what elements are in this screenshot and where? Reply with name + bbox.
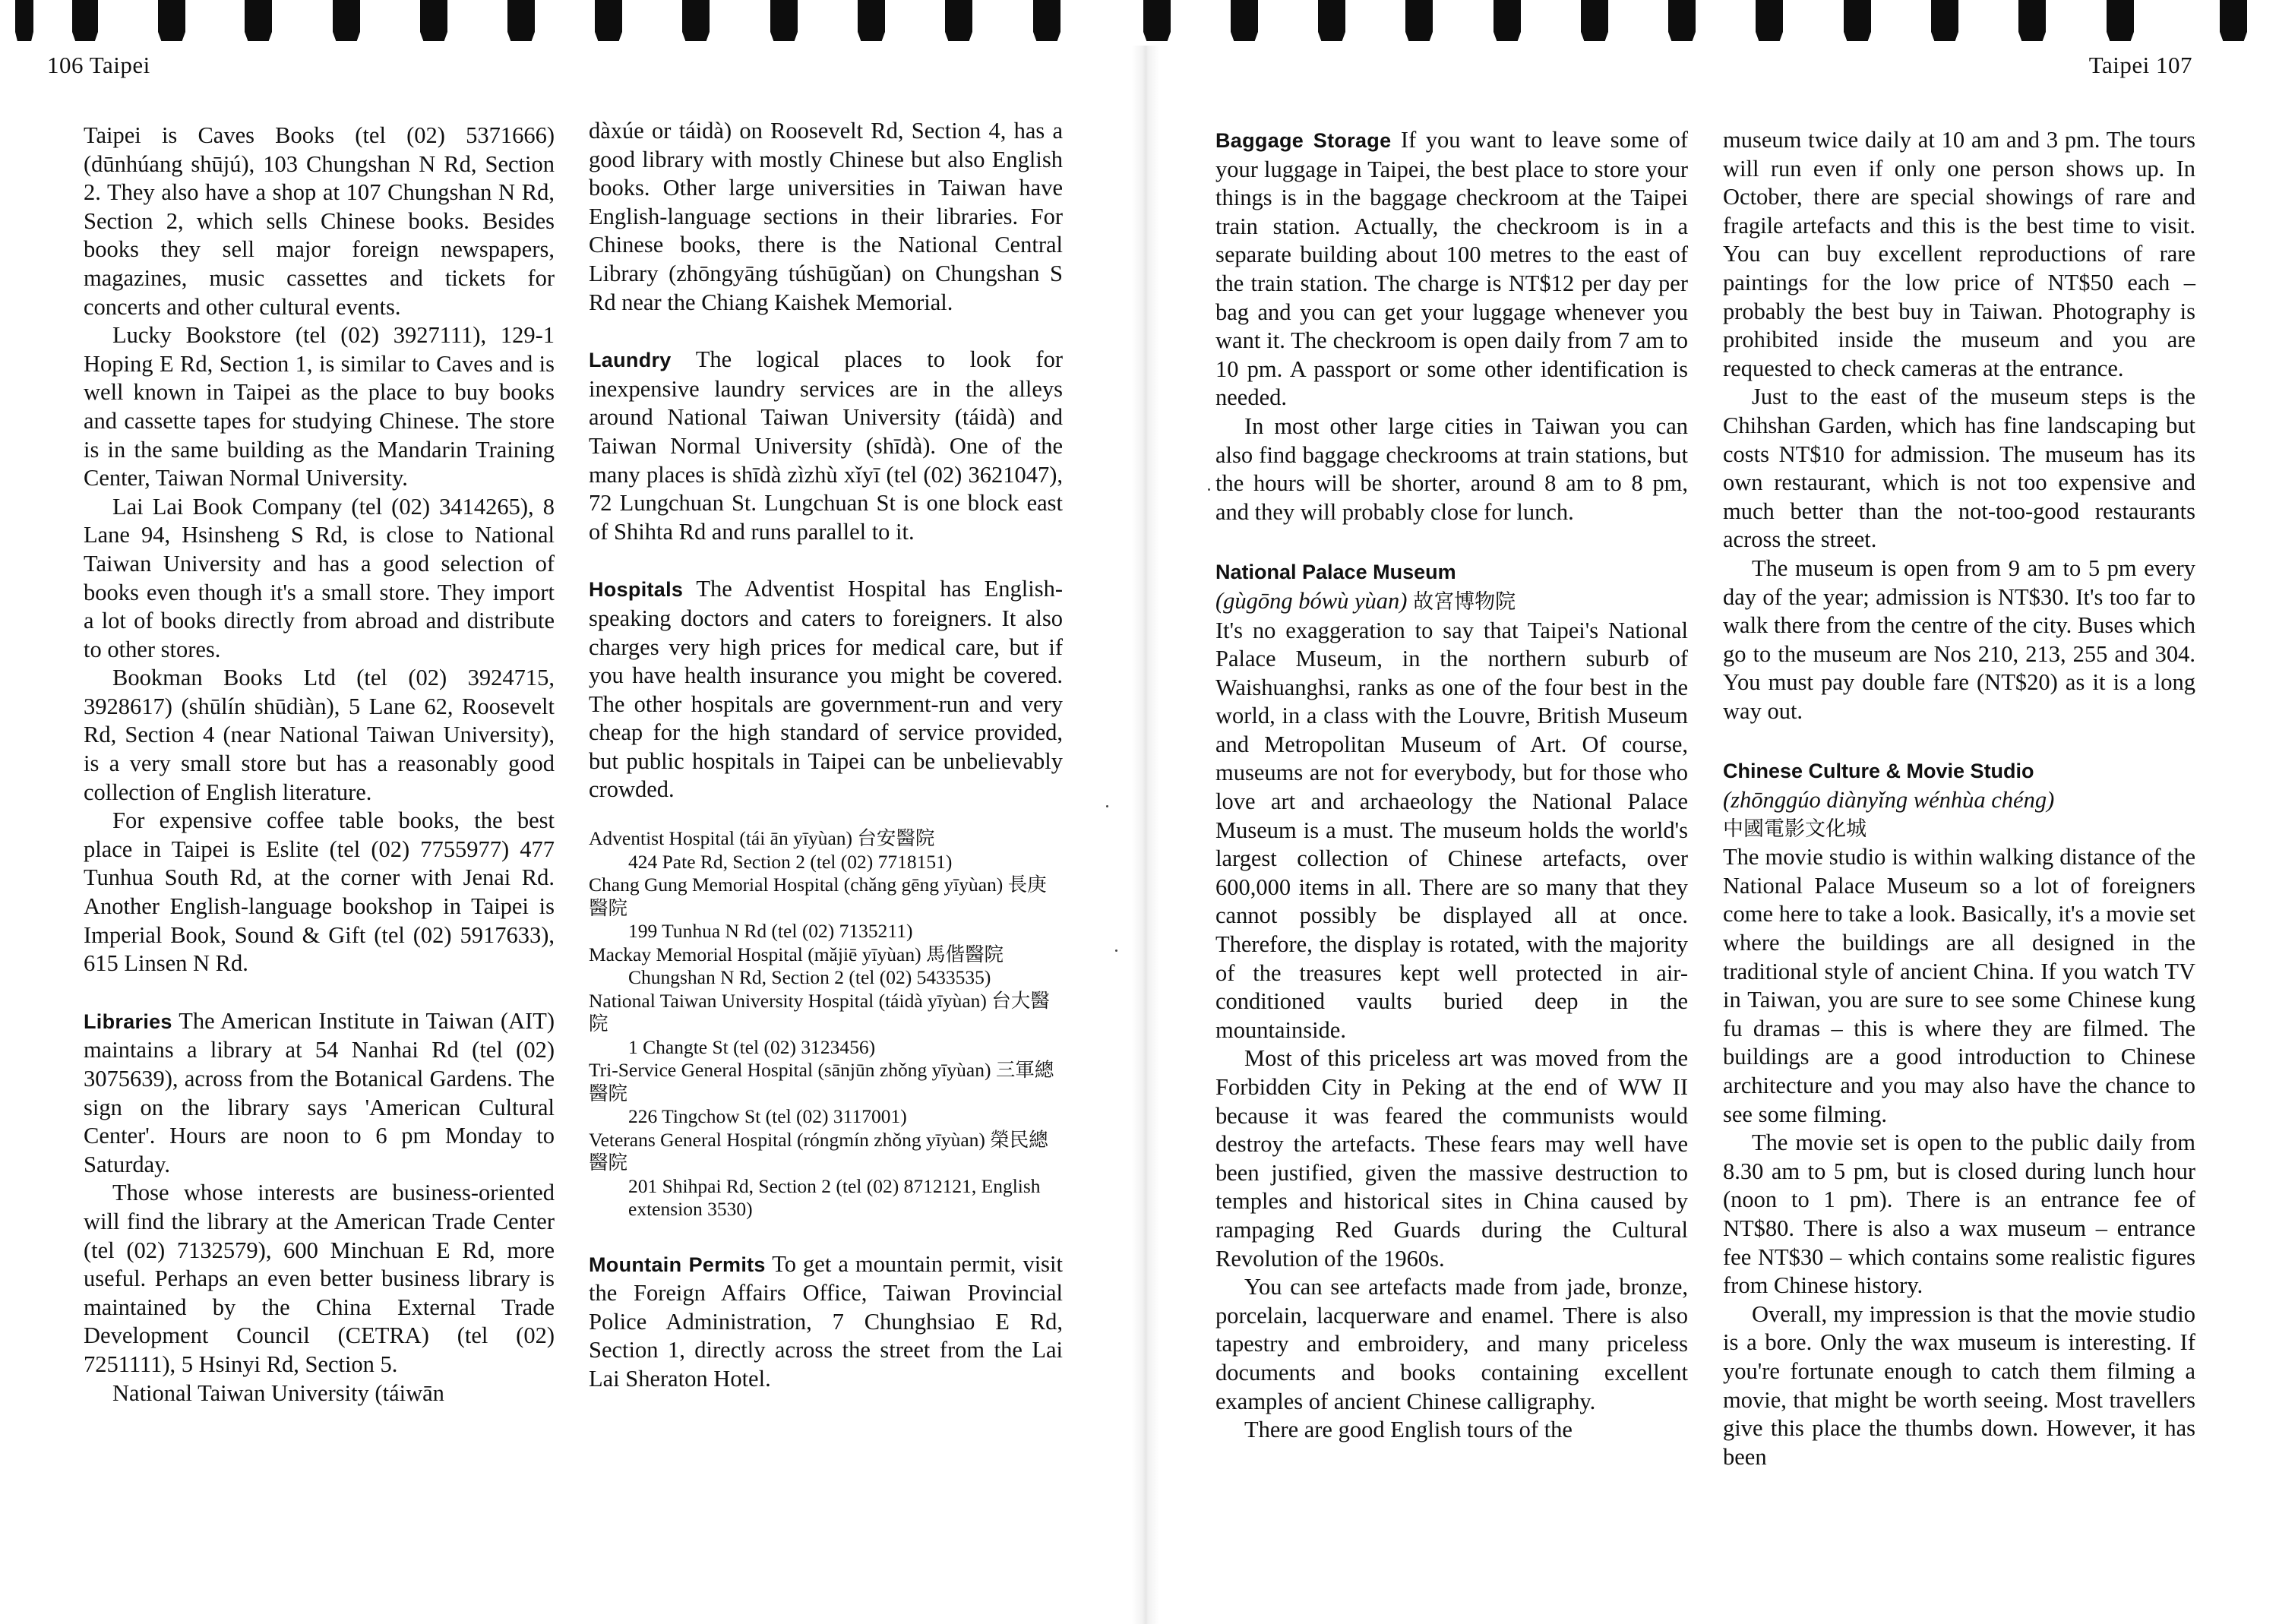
- museum-name-line: [1215, 587, 1688, 617]
- baggage-storage-text: If you want to leave some of your luggage in Taipei, the best place to store your things is in the baggage checkroom at the Taipei train station. Actually, the checkroom is in a separate building about 100 metres to the east of the train station. The charge is NT$12 per day per bag and you can get your luggage whenever you want it. The checkroom is open daily from 7 am to 10 pm. A passport or some other identification is needed.: [1215, 127, 1688, 411]
- binding-hole: [1931, 0, 1958, 32]
- binding-hole: [1231, 0, 1258, 32]
- left-page-column-2: [589, 117, 1063, 1394]
- hospital-entry: [589, 874, 1063, 943]
- binding-hole: [2018, 0, 2046, 32]
- libraries-heading: Libraries: [84, 1009, 172, 1033]
- movie-studio-hours-paragraph: The movie set is open to the public daily from 8.30 am to 5 pm, but is closed during lunch hour (noon to 1 pm). There is an entrance fee of NT$80. There is also a wax museum – entrance fee NT$30 – which contains some realistic figures from Chinese history.: [1723, 1130, 2195, 1299]
- binding-hole: [2220, 0, 2247, 32]
- hospitals-section: [589, 575, 1063, 804]
- bookman-books-paragraph: Bookman Books Ltd (tel (02) 3924715, 3928617) (shūlín shūdiàn), 5 Lane 62, Roosevelt Rd, Section 4 (near National Taiwan University), is a very small store but has a reasonably good collection of English literature.: [84, 665, 555, 805]
- chihshan-garden-paragraph: Just to the east of the museum steps is the Chihshan Garden, which has fine landscaping but costs NT$10 for admission. The museum has its own restaurant, which is not too expensive and much better than the not-too-good restaurants across the street.: [1723, 384, 2195, 553]
- hospital-name: Adventist Hospital (tái ān yīyùan) 台安醫院: [589, 827, 935, 850]
- museum-pinyin: (gùgōng bówù yùan): [1215, 587, 1408, 614]
- right-page-column-2: [1723, 126, 2195, 1471]
- baggage-storage-section: [1215, 126, 1688, 412]
- libraries-section: [84, 1007, 555, 1180]
- lai-lai-book-paragraph: Lai Lai Book Company (tel (02) 3414265), 8 Lane 94, Hsinsheng S Rd, is close to National Taiwan University and has a good selection of books even though it's a small store. They import a lot of books directly from abroad and distribute to other stores.: [84, 493, 555, 662]
- binding-hole: [1405, 0, 1433, 32]
- museum-hours-paragraph: The museum is open from 9 am to 5 pm every day of the year; admission is NT$30. It's too far to walk there from the centre of the city. Buses which go to the museum are Nos 210, 213, 255 and 304. You must pay double fare (NT$20) as it is a long way out.: [1723, 554, 2195, 724]
- hospital-address: 201 Shihpai Rd, Section 2 (tel (02) 8712121, English extension 3530): [628, 1174, 1041, 1221]
- hospital-name: Mackay Memorial Hospital (mǎjiē yīyùan) 馬偕醫院: [589, 943, 1004, 965]
- movie-studio-opinion-paragraph: Overall, my impression is that the movie studio is a bore. Only the wax museum is interesting. If you're fortunate enough to catch them filming a movie, that might be worth seeing. Most travellers give this place the thumbs down. However, it has been: [1723, 1300, 2195, 1470]
- mountain-permits-text: To get a mountain permit, visit the Foreign Affairs Office, Taiwan Provincial Police Administration, 7 Chunghsiao E Rd, Section 1, directly across the street from the Lai Lai Sheraton Hotel.: [589, 1250, 1064, 1392]
- scan-speck: [1115, 949, 1117, 952]
- baggage-other-cities-paragraph: In most other large cities in Taiwan you can also find baggage checkrooms at train stations, but the hours will be shorter, around 8 am to 8 pm, and they will probably close for lunch.: [1215, 412, 1688, 525]
- hospital-list: [589, 827, 1063, 1221]
- baggage-storage-heading: Baggage Storage: [1215, 129, 1392, 152]
- binding-hole: [682, 0, 710, 32]
- hospital-entry: [589, 943, 1063, 990]
- laundry-heading: Laundry: [589, 349, 672, 372]
- hospital-name: Chang Gung Memorial Hospital (chǎng gēng yīyùan) 長庚醫院: [589, 874, 1047, 919]
- movie-studio-heading: Chinese Culture & Movie Studio: [1723, 760, 2034, 783]
- binding-hole: [1581, 0, 1608, 32]
- binding-hole: [770, 0, 798, 32]
- right-page-column-1: [1215, 126, 1688, 1445]
- hospital-address: 1 Changte St (tel (02) 3123456): [628, 1035, 876, 1058]
- binding-hole: [1668, 0, 1696, 32]
- left-page-header: 106 Taipei: [47, 52, 150, 78]
- hospital-entry: [589, 827, 1063, 874]
- laundry-section: [589, 346, 1063, 546]
- binding-hole: [945, 0, 972, 32]
- binding-hole: [507, 0, 535, 32]
- laundry-text: The logical places to look for inexpensive laundry services are in the alleys around National Taiwan University (táidà) and Taiwan Normal University (shīdà). One of the many places is shīdà zìzhù xǐyī (tel (02) 3621047), 72 Lungchuan St. Lungchuan St is one block east of Shihta Rd and runs parallel to it.: [589, 346, 1064, 545]
- binding-hole: [1033, 0, 1060, 32]
- binding-hole: [1756, 0, 1783, 32]
- hospital-address: Chungshan N Rd, Section 2 (tel (02) 5433535): [628, 966, 991, 989]
- hospital-name: Tri-Service General Hospital (sānjūn zhǒng yīyùan) 三軍總醫院: [589, 1059, 1054, 1104]
- business-library-paragraph: Those whose interests are business-oriented will find the library at the American Trade Center (tel (02) 7132579), 600 Minchuan E Rd, more useful. Perhaps an even better business library is maintained by the China External Trade Development Council (CETRA) (tel (02) 7251111), 5 Hsinyi Rd, Section 5.: [84, 1180, 555, 1377]
- museum-tours-paragraph: museum twice daily at 10 am and 3 pm. The tours will run even if only one person shows up. In October, there are special showings of rare and fragile artefacts and this is the best time to visit. You can buy excellent reproductions of rare paintings for the low price of NT$50 each – probably the best buy in Taiwan. Photography is prohibited inside the museum and you are requested to check cameras at the entrance.: [1723, 127, 2195, 381]
- eslite-paragraph: For expensive coffee table books, the best place in Taipei is Eslite (tel (02) 7755977) 477 Tunhua South Rd, at the corner with Jenai Rd. Another English-language bookshop in Taipei is Imperial Book, Sound & Gift (tel (02) 5917633), 615 Linsen N Rd.: [84, 807, 555, 977]
- binding-hole: [1318, 0, 1345, 32]
- ntu-paragraph-start: National Taiwan University (táiwān: [112, 1379, 444, 1406]
- hospital-name: National Taiwan University Hospital (táidà yīyùan) 台大醫院: [589, 989, 1050, 1035]
- museum-chinese: 故宮博物院: [1413, 589, 1516, 614]
- binding-hole: [158, 0, 185, 32]
- mountain-permits-section: [589, 1250, 1063, 1394]
- hospital-entry: [589, 990, 1063, 1060]
- libraries-text: The American Institute in Taiwan (AIT) maintains a library at 54 Nanhai Rd (tel (02) 3075639), across from the Botanical Gardens. The sign on the library says 'American Cultural Center'. Hours are noon to 6 pm Monday to Saturday.: [84, 1007, 555, 1177]
- hospital-entry: [589, 1059, 1063, 1129]
- hospital-address: 226 Tingchow St (tel (02) 3117001): [628, 1105, 907, 1128]
- hospitals-heading: Hospitals: [589, 578, 684, 602]
- museum-artefacts-paragraph: You can see artefacts made from jade, bronze, porcelain, lacquerware and enamel. There is also tapestry and embroidery, and many priceless documents and books containing excellent examples of ancient Chinese calligraphy.: [1215, 1274, 1688, 1414]
- binding-hole: [595, 0, 622, 32]
- binding-hole: [1844, 0, 1871, 32]
- movie-studio-chinese: 中國電影文化城: [1723, 817, 1867, 841]
- movie-studio-pinyin: (zhōnggúo diànyǐng wénhùa chéng): [1723, 787, 2055, 814]
- binding-hole: [1143, 0, 1171, 32]
- spiral-binding-holes: [0, 0, 2279, 47]
- movie-studio-intro-paragraph: The movie studio is within walking distance of the National Palace Museum so a lot of foreigners come here to take a look. Basically, it's a movie set where the buildings are all designed in the traditional style of ancient China. If you watch TV in Taiwan, you are sure to see some Chinese kung fu dramas – this is where they are filmed. The buildings are a good introduction to Chinese architecture and you may also have the chance to see some filming.: [1723, 844, 2195, 1127]
- national-palace-museum-heading: National Palace Museum: [1215, 561, 1456, 584]
- binding-hole: [333, 0, 360, 32]
- hospital-name: Veterans General Hospital (róngmín zhǒng yīyùan) 榮民總醫院: [589, 1128, 1048, 1174]
- right-page-header: Taipei 107: [2088, 52, 2192, 78]
- binding-hole: [858, 0, 885, 32]
- hospitals-text: The Adventist Hospital has English-speaking doctors and caters to foreigners. It also charges very high prices for medical care, but if you have health insurance you might be covered. The other hospitals are government-run and very cheap for the high standard of service provided, but public hospitals in Taipei can be unbelievably crowded.: [589, 576, 1063, 803]
- hospital-address: 199 Tunhua N Rd (tel (02) 7135211): [628, 920, 913, 943]
- page-gutter: [1132, 46, 1159, 1624]
- hospital-entry: [589, 1129, 1063, 1221]
- scan-speck: [1106, 805, 1108, 807]
- museum-tours-paragraph-start: There are good English tours of the: [1244, 1417, 1573, 1443]
- binding-hole: [72, 0, 98, 32]
- ntu-library-paragraph: dàxúe or táidà) on Roosevelt Rd, Section 4, has a good library with mostly Chinese but also English books. Other large universities in Taiwan have English-language sections in their libraries. For Chinese books, there is the National Central Library (zhōngyāng túshūgǔan) on Chungshan S Rd near the Chiang Kaishek Memorial.: [589, 118, 1063, 315]
- left-page-column-1: [84, 122, 555, 1408]
- binding-hole: [1494, 0, 1521, 32]
- hospital-address: 424 Pate Rd, Section 2 (tel (02) 7718151): [628, 850, 953, 873]
- scan-speck: [1208, 488, 1210, 491]
- binding-hole: [2107, 0, 2134, 32]
- museum-history-paragraph: Most of this priceless art was moved from the Forbidden City in Peking at the end of WW II because it was feared the communists would destroy the artefacts. These fears may well have been justified, given the massive destruction to temples and historical sites in China caused by rampaging Red Guards during the Cultural Revolution of the 1960s.: [1215, 1045, 1688, 1272]
- binding-hole: [245, 0, 272, 32]
- mountain-permits-heading: Mountain Permits: [589, 1253, 766, 1276]
- binding-hole: [15, 0, 33, 32]
- binding-hole: [420, 0, 447, 32]
- caves-books-paragraph: Taipei is Caves Books (tel (02) 5371666) (dūnhúang shūjú), 103 Chungshan N Rd, Section 2. They also have a shop at 107 Chungshan N Rd, Section 2, which sells Chinese books. Besides books they sell major foreign newspapers, magazines, music cassettes and tickets for concerts and other cultural events.: [84, 122, 555, 320]
- museum-intro-paragraph: It's no exaggeration to say that Taipei's National Palace Museum, in the northern suburb of Waishuanghsi, ranks as one of the four best in the world, in a class with the Louvre, British Museum and Metropolitan Museum of Art. Of course, museums are not for everybody, but for those who love art and archaeology the National Palace Museum is a must. The museum holds the world's largest collection of Chinese artefacts, over 600,000 items in all. There are so many that they cannot possibly be displayed all at once. Therefore, the display is rotated, with the majority of the treasures kept well protected in air-conditioned vaults buried deep in the mountainside.: [1215, 617, 1688, 1043]
- lucky-bookstore-paragraph: Lucky Bookstore (tel (02) 3927111), 129-1 Hoping E Rd, Section 1, is similar to Caves and is well known in Taipei as the place to buy books and cassette tapes for studying Chinese. The store is in the same building as the Mandarin Training Center, Taiwan Normal University.: [84, 322, 555, 491]
